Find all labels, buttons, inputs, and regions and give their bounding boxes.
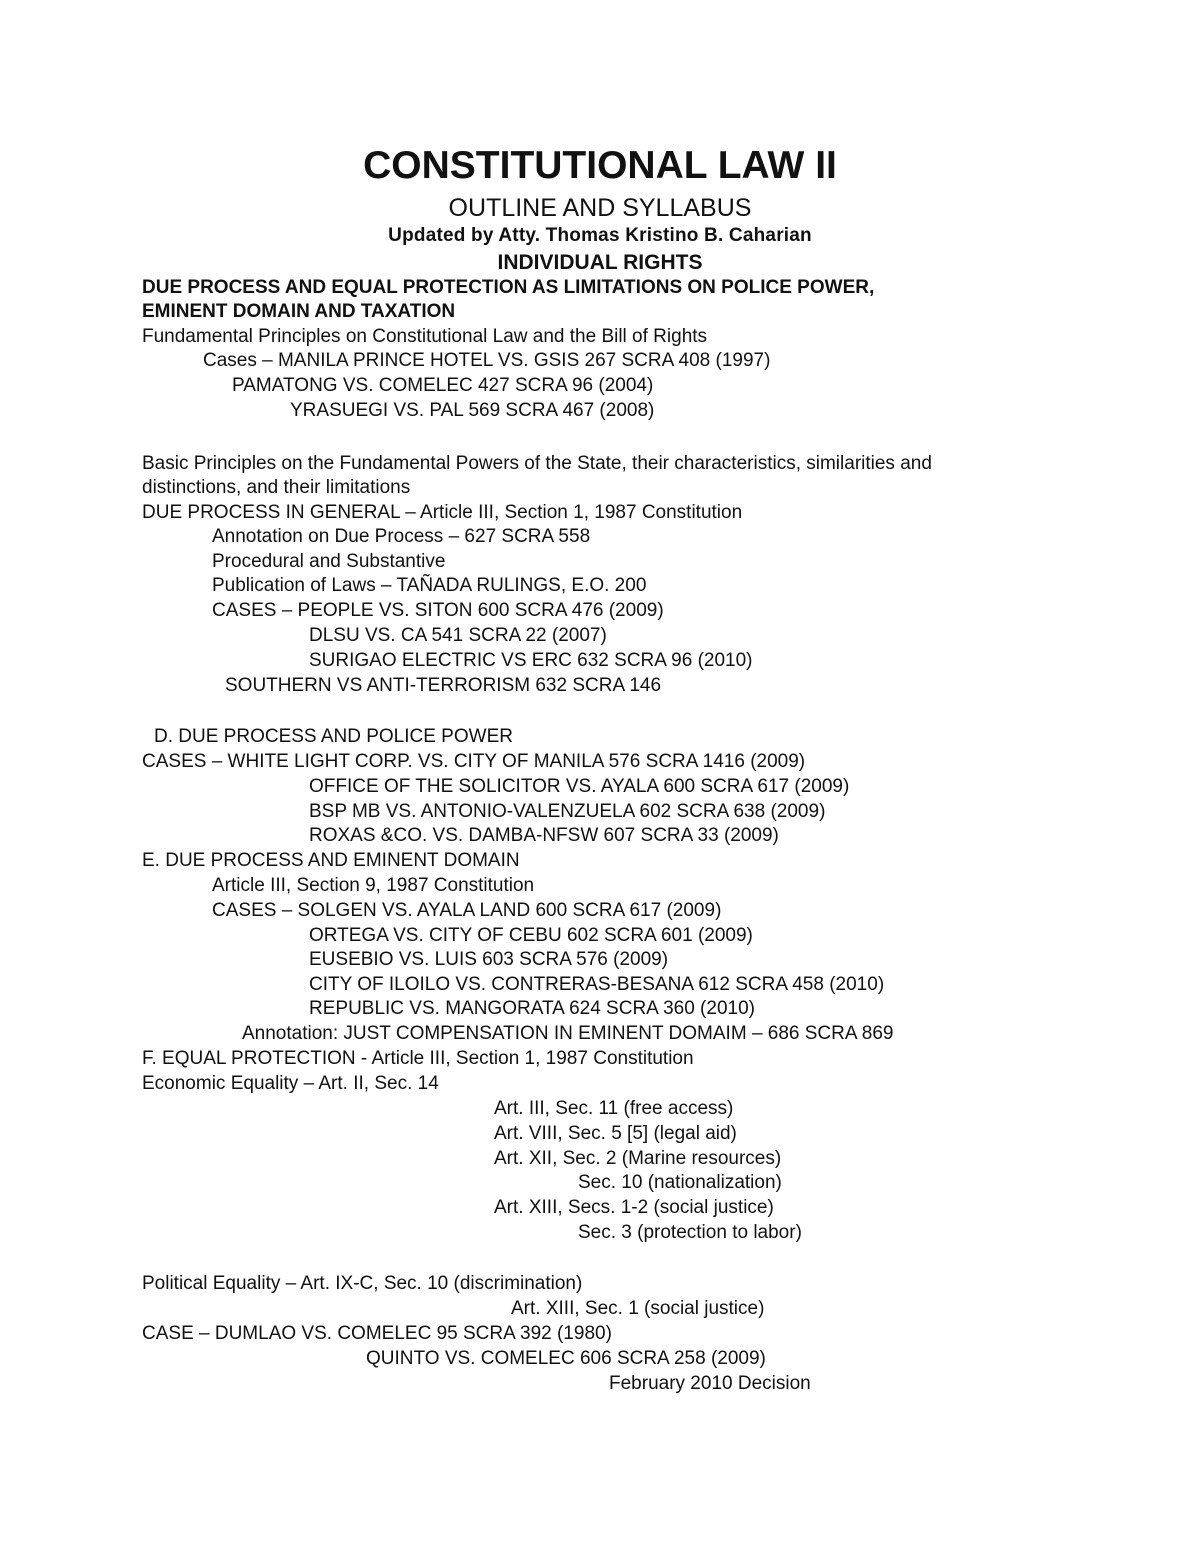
outline-heading: E. DUE PROCESS AND EMINENT DOMAIN <box>142 850 520 871</box>
outline-line: Article III, Section 9, 1987 Constitution <box>212 875 535 896</box>
section-heading: INDIVIDUAL RIGHTS <box>497 251 703 274</box>
outline-line: distinctions, and their limitations <box>142 477 411 498</box>
case-line: Cases – MANILA PRINCE HOTEL VS. GSIS 267 SCRA 408 (1997) <box>203 350 771 371</box>
outline-line: Annotation on Due Process – 627 SCRA 558 <box>212 526 591 547</box>
case-line: CASES – SOLGEN VS. AYALA LAND 600 SCRA 617 (2009) <box>212 900 722 921</box>
case-line: SURIGAO ELECTRIC VS ERC 632 SCRA 96 (2010) <box>309 650 753 671</box>
outline-line: Basic Principles on the Fundamental Powers of the State, their characteristics, similarities and <box>142 453 932 474</box>
case-line: CASES – WHITE LIGHT CORP. VS. CITY OF MANILA 576 SCRA 1416 (2009) <box>142 751 806 772</box>
provision-line: Sec. 10 (nationalization) <box>578 1172 782 1193</box>
outline-line: Annotation: JUST COMPENSATION IN EMINENT DOMAIM – 686 SCRA 869 <box>242 1023 894 1044</box>
case-note-line: February 2010 Decision <box>609 1373 811 1394</box>
case-line: QUINTO VS. COMELEC 606 SCRA 258 (2009) <box>366 1348 766 1369</box>
case-line: YRASUEGI VS. PAL 569 SCRA 467 (2008) <box>290 400 655 421</box>
updated-by-line: Updated by Atty. Thomas Kristino B. Caharian <box>388 225 812 246</box>
provision-line: Art. VIII, Sec. 5 [5] (legal aid) <box>494 1123 737 1144</box>
outline-line: Procedural and Substantive <box>212 551 446 572</box>
case-line: ORTEGA VS. CITY OF CEBU 602 SCRA 601 (2009) <box>309 925 753 946</box>
provision-line: Art. XIII, Secs. 1-2 (social justice) <box>494 1197 774 1218</box>
document-title: CONSTITUTIONAL LAW II <box>363 144 837 187</box>
outline-heading: D. DUE PROCESS AND POLICE POWER <box>154 726 513 747</box>
case-line: EUSEBIO VS. LUIS 603 SCRA 576 (2009) <box>309 949 669 970</box>
provision-line: Art. XII, Sec. 2 (Marine resources) <box>494 1148 782 1169</box>
outline-line: Economic Equality – Art. II, Sec. 14 <box>142 1073 439 1094</box>
outline-line: Fundamental Principles on Constitutional Law and the Bill of Rights <box>142 326 708 347</box>
case-line: OFFICE OF THE SOLICITOR VS. AYALA 600 SCRA 617 (2009) <box>309 776 850 797</box>
outline-heading: DUE PROCESS IN GENERAL – Article III, Section 1, 1987 Constitution <box>142 502 743 523</box>
case-line: DLSU VS. CA 541 SCRA 22 (2007) <box>309 625 607 646</box>
case-line: BSP MB VS. ANTONIO-VALENZUELA 602 SCRA 638 (2009) <box>309 801 826 822</box>
outline-heading: F. EQUAL PROTECTION - Article III, Section 1, 1987 Constitution <box>142 1048 694 1069</box>
provision-line: Sec. 3 (protection to labor) <box>578 1222 802 1243</box>
document-subtitle: OUTLINE AND SYLLABUS <box>448 194 752 222</box>
case-line: SOUTHERN VS ANTI-TERRORISM 632 SCRA 146 <box>225 675 662 696</box>
case-line: PAMATONG VS. COMELEC 427 SCRA 96 (2004) <box>232 375 654 396</box>
case-line: CASE – DUMLAO VS. COMELEC 95 SCRA 392 (1980) <box>142 1323 612 1344</box>
case-line: REPUBLIC VS. MANGORATA 624 SCRA 360 (2010) <box>309 998 755 1019</box>
topic-heading-line-1: DUE PROCESS AND EQUAL PROTECTION AS LIMITATIONS ON POLICE POWER, <box>142 277 875 298</box>
case-line: CASES – PEOPLE VS. SITON 600 SCRA 476 (2009) <box>212 600 664 621</box>
case-line: CITY OF ILOILO VS. CONTRERAS-BESANA 612 SCRA 458 (2010) <box>309 974 885 995</box>
case-line: ROXAS &CO. VS. DAMBA-NFSW 607 SCRA 33 (2009) <box>309 825 779 846</box>
outline-line: Political Equality – Art. IX-C, Sec. 10 (discrimination) <box>142 1273 583 1294</box>
topic-heading-line-2: EMINENT DOMAIN AND TAXATION <box>142 301 456 322</box>
provision-line: Art. III, Sec. 11 (free access) <box>494 1098 734 1119</box>
provision-line: Art. XIII, Sec. 1 (social justice) <box>511 1298 765 1319</box>
outline-line: Publication of Laws – TAÑADA RULINGS, E.O. 200 <box>212 575 647 596</box>
